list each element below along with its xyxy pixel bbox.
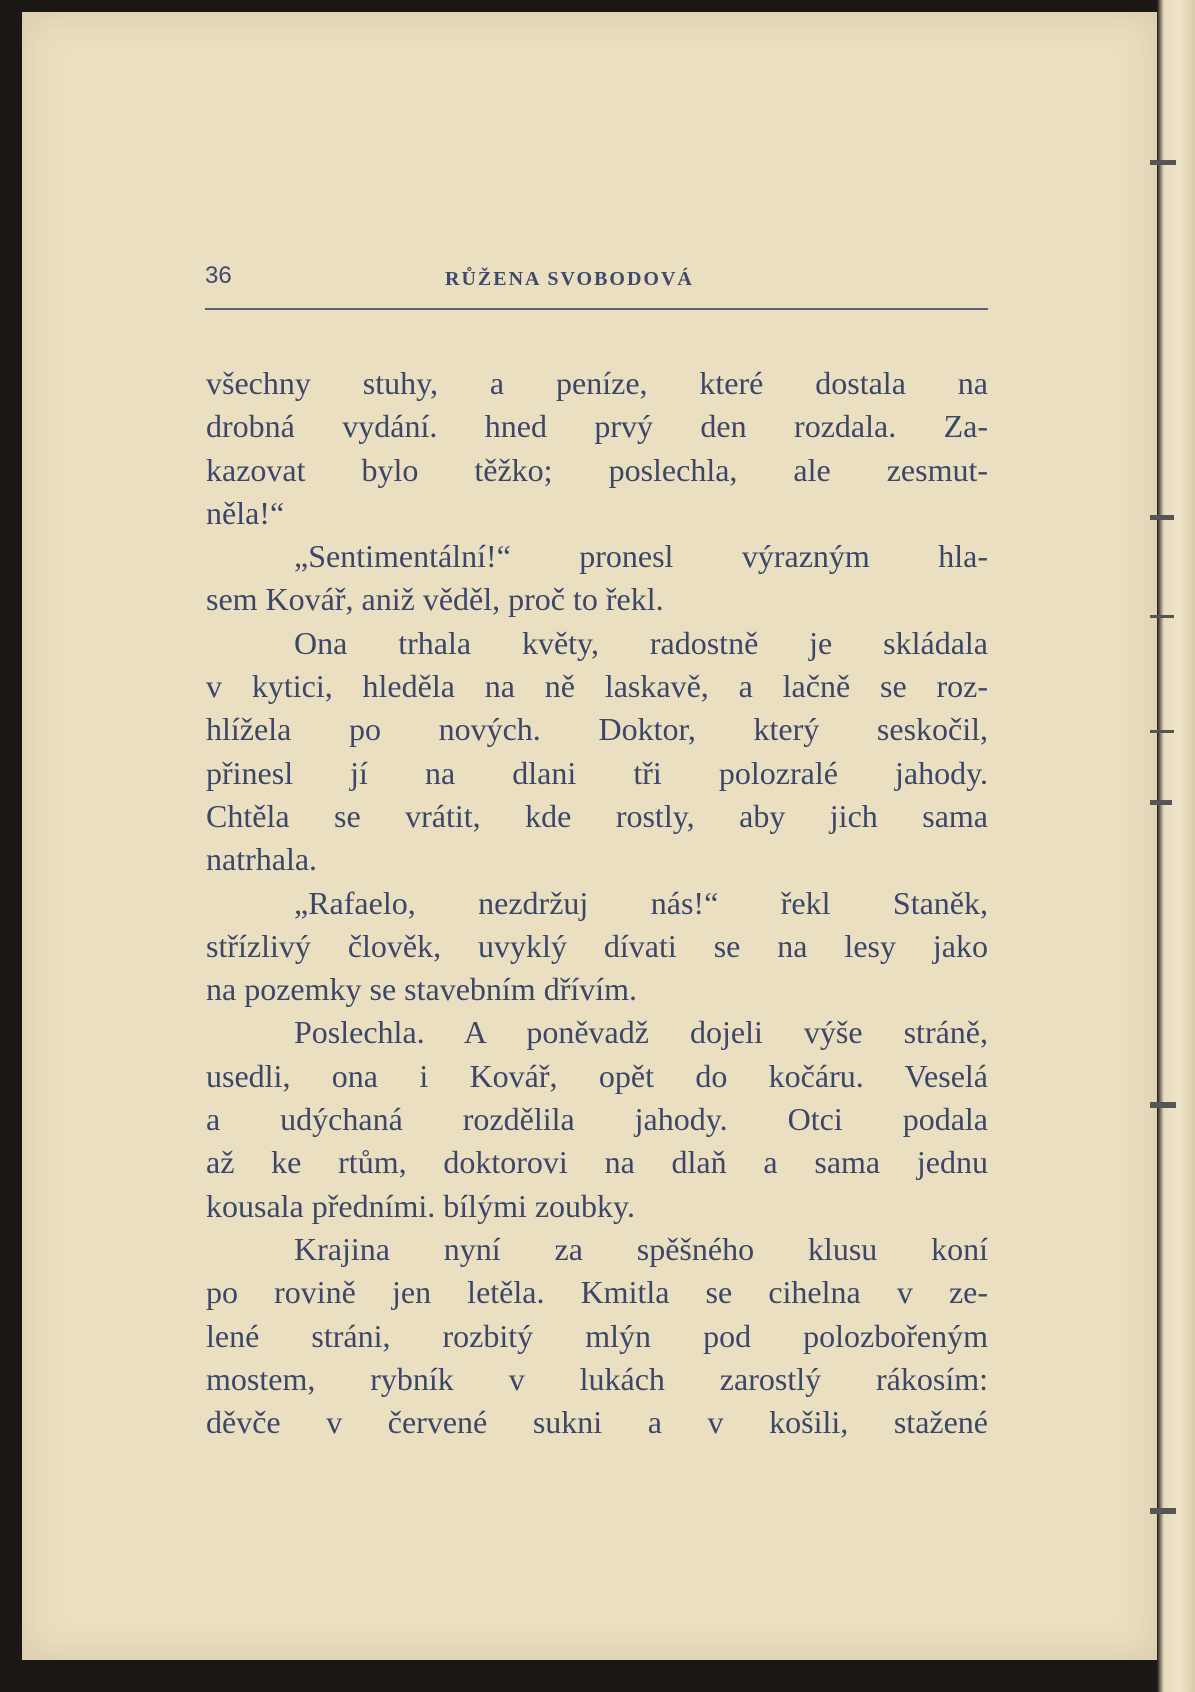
- text-line: usedli, ona i Kovář, opět do kočáru. Veselá: [206, 1057, 988, 1094]
- binding-mark: [1150, 1102, 1176, 1108]
- text-line: v kytici, hleděla na ně laskavě, a lačně se roz-: [206, 668, 988, 705]
- text-line: drobná vydání. hned prvý den rozdala. Za-: [206, 408, 988, 445]
- binding-mark: [1150, 615, 1174, 618]
- text-line: kousala předními. bílými zoubky.: [206, 1187, 635, 1224]
- binding-mark: [1150, 160, 1176, 165]
- text-line: mostem, rybník v lukách zarostlý rákosím:: [206, 1360, 988, 1397]
- text-line: a udýchaná rozdělila jahody. Otci podala: [206, 1101, 988, 1138]
- text-line: na pozemky se stavebním dřívím.: [206, 971, 638, 1008]
- text-line: děvče v červené sukni a v košili, stažené: [206, 1404, 988, 1441]
- running-head: RŮŽENA SVOBODOVÁ: [445, 268, 694, 290]
- text-line: Krajina nyní za spěšného klusu koní: [294, 1230, 988, 1267]
- text-line: po rovině jen letěla. Kmitla se cihelna v ze-: [206, 1274, 988, 1311]
- binding-mark: [1150, 1508, 1176, 1514]
- text-line: Poslechla. A poněvadž dojeli výše stráně,: [294, 1014, 988, 1051]
- binding-mark: [1150, 800, 1172, 805]
- text-line: hlížela po nových. Doktor, který seskočil,: [206, 711, 988, 748]
- text-line: něla!“: [206, 494, 285, 531]
- page-edge: [1157, 0, 1195, 1692]
- body-text: [206, 362, 988, 1444]
- text-line: kazovat bylo těžko; poslechla, ale zesmut-: [206, 451, 988, 488]
- binding-mark: [1150, 730, 1174, 733]
- header-rule: [205, 308, 988, 310]
- text-line: až ke rtům, doktorovi na dlaň a sama jednu: [206, 1144, 988, 1181]
- text-line: „Rafaelo, nezdržuj nás!“ řekl Staněk,: [294, 884, 988, 921]
- text-line: „Sentimentální!“ pronesl výrazným hla-: [294, 538, 988, 575]
- page-header: [205, 262, 988, 298]
- text-line: sem Kovář, aniž věděl, proč to řekl.: [206, 581, 664, 618]
- text-line: střízlivý člověk, uvyklý dívati se na lesy jako: [206, 927, 988, 964]
- text-line: všechny stuhy, a peníze, které dostala na: [206, 365, 988, 401]
- text-line: přinesl jí na dlani tři polozralé jahody.: [206, 754, 988, 791]
- text-line: lené stráni, rozbitý mlýn pod polozbořeným: [206, 1317, 988, 1354]
- text-line: Chtěla se vrátit, kde rostly, aby jich sama: [206, 797, 988, 834]
- text-line: natrhala.: [206, 841, 318, 878]
- binding-mark: [1150, 515, 1174, 520]
- text-line: Ona trhala květy, radostně je skládala: [294, 624, 988, 661]
- page-number: 36: [205, 262, 232, 289]
